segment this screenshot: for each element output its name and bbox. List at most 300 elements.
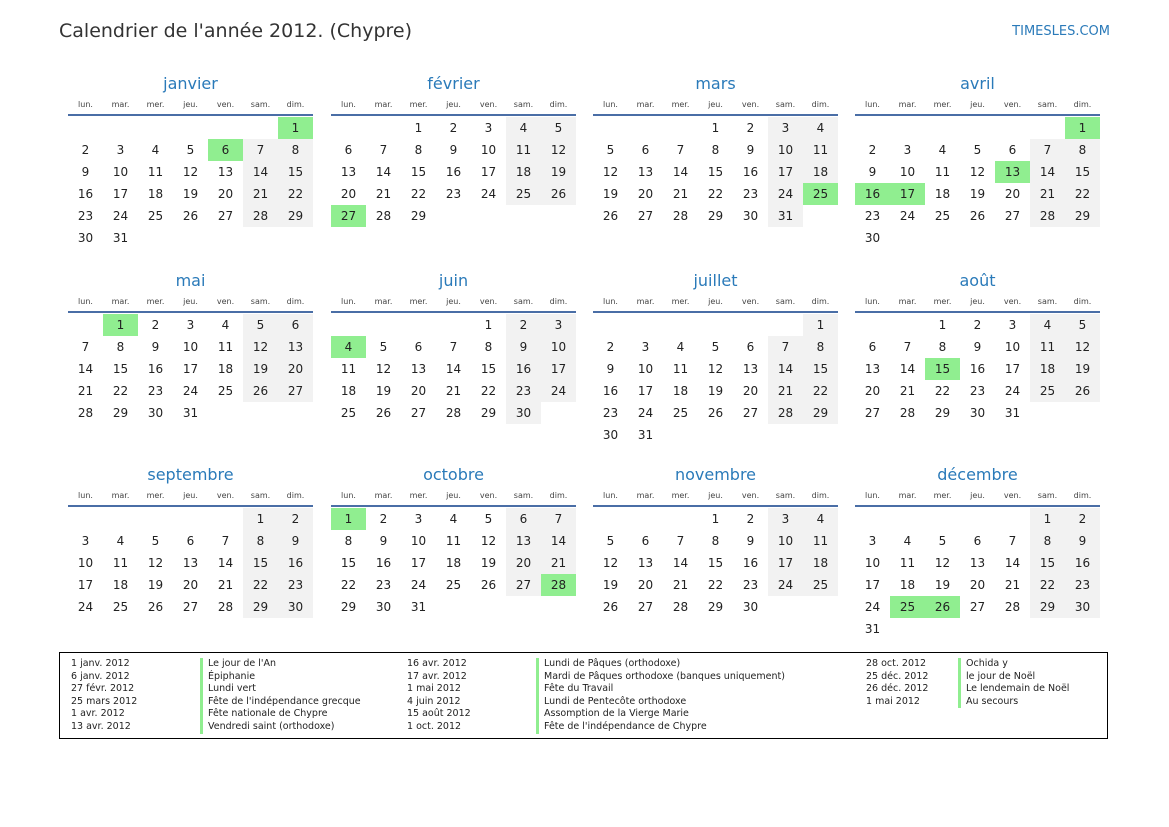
day-cell: 27 bbox=[969, 600, 986, 614]
weekday-label: dim. bbox=[286, 100, 305, 109]
empty-cell bbox=[628, 314, 663, 336]
day-cell: 21 bbox=[1030, 183, 1065, 205]
weekday-label: lun. bbox=[341, 491, 356, 500]
day-cell: 29 bbox=[278, 205, 313, 227]
weekday-label: dim. bbox=[811, 297, 830, 306]
day-cell: 11 bbox=[803, 139, 838, 161]
day-cell: 13 bbox=[410, 362, 427, 376]
day-cell: 20 bbox=[340, 187, 357, 201]
day-cell: 1 bbox=[711, 512, 720, 526]
weekday-label: sam. bbox=[1037, 297, 1058, 306]
day-cell: 29 bbox=[707, 209, 724, 223]
legend-holiday-name: Assomption de la Vierge Marie bbox=[536, 708, 689, 721]
legend-date: 6 janv. 2012 bbox=[71, 670, 130, 682]
empty-cell bbox=[208, 117, 243, 139]
day-cell: 30 bbox=[506, 402, 541, 424]
weekday-label: sam. bbox=[1037, 491, 1058, 500]
holiday-day-cell: 25 bbox=[890, 596, 925, 618]
weekday-header bbox=[68, 294, 313, 310]
day-cell: 18 bbox=[217, 362, 234, 376]
day-cell: 6 bbox=[278, 314, 313, 336]
empty-cell bbox=[208, 508, 243, 530]
day-cell: 20 bbox=[864, 384, 881, 398]
day-cell: 8 bbox=[414, 143, 423, 157]
day-cell: 10 bbox=[182, 340, 199, 354]
day-cell: 18 bbox=[147, 187, 164, 201]
day-cell: 8 bbox=[711, 534, 720, 548]
month-name: mai bbox=[175, 271, 206, 290]
day-cell: 21 bbox=[1004, 578, 1021, 592]
day-cell: 16 bbox=[742, 165, 759, 179]
empty-cell bbox=[331, 117, 366, 139]
day-cell: 18 bbox=[672, 384, 689, 398]
empty-cell bbox=[1030, 117, 1065, 139]
day-cell: 4 bbox=[221, 318, 230, 332]
legend-holiday-name: Lundi vert bbox=[200, 683, 256, 696]
empty-cell bbox=[366, 117, 401, 139]
day-cell: 28 bbox=[375, 209, 392, 223]
month-9 bbox=[68, 464, 313, 618]
day-cell: 30 bbox=[602, 428, 619, 442]
day-cell: 16 bbox=[602, 384, 619, 398]
empty-cell bbox=[68, 117, 103, 139]
legend-entry bbox=[407, 696, 785, 709]
day-cell: 24 bbox=[182, 384, 199, 398]
day-cell: 12 bbox=[182, 165, 199, 179]
weekday-header bbox=[855, 488, 1100, 504]
holiday-day-cell: 27 bbox=[331, 205, 366, 227]
day-cell: 21 bbox=[768, 380, 803, 402]
holiday-day-cell: 1 bbox=[331, 508, 366, 530]
header-divider bbox=[68, 114, 313, 116]
day-cell: 29 bbox=[803, 402, 838, 424]
weekday-label: mer. bbox=[146, 297, 165, 306]
legend-holiday-name: Le jour de l'An bbox=[200, 658, 276, 671]
weekday-label: ven. bbox=[216, 100, 235, 109]
day-cell: 15 bbox=[480, 362, 497, 376]
holiday-day-cell: 15 bbox=[925, 358, 960, 380]
day-cell: 6 bbox=[641, 534, 650, 548]
weekday-label: ven. bbox=[216, 491, 235, 500]
day-cell: 25 bbox=[1030, 380, 1065, 402]
day-cell: 20 bbox=[969, 578, 986, 592]
day-grid bbox=[855, 508, 1100, 640]
legend-entry bbox=[866, 683, 1069, 696]
day-cell: 6 bbox=[641, 143, 650, 157]
day-cell: 9 bbox=[151, 340, 160, 354]
empty-cell bbox=[663, 314, 698, 336]
day-cell: 15 bbox=[707, 556, 724, 570]
day-cell: 14 bbox=[899, 362, 916, 376]
day-cell: 25 bbox=[445, 578, 462, 592]
weekday-label: sam. bbox=[513, 297, 534, 306]
empty-cell bbox=[366, 314, 401, 336]
weekday-label: dim. bbox=[811, 491, 830, 500]
legend-holiday-name: Mardi de Pâques orthodoxe (banques uniquement) bbox=[536, 671, 785, 684]
weekday-header bbox=[855, 294, 1100, 310]
day-cell: 23 bbox=[969, 384, 986, 398]
day-cell: 14 bbox=[1004, 556, 1021, 570]
day-cell: 17 bbox=[410, 556, 427, 570]
day-cell: 10 bbox=[768, 530, 803, 552]
day-cell: 31 bbox=[768, 205, 803, 227]
weekday-label: ven. bbox=[479, 297, 498, 306]
day-cell: 7 bbox=[221, 534, 230, 548]
day-cell: 5 bbox=[243, 314, 278, 336]
weekday-label: jeu. bbox=[183, 491, 198, 500]
weekday-header bbox=[331, 294, 576, 310]
day-cell: 9 bbox=[746, 143, 755, 157]
legend-holiday-name: Lundi de Pentecôte orthodoxe bbox=[536, 696, 686, 709]
day-cell: 19 bbox=[1065, 358, 1100, 380]
weekday-label: sam. bbox=[513, 491, 534, 500]
day-cell: 7 bbox=[676, 534, 685, 548]
day-cell: 5 bbox=[606, 143, 615, 157]
weekday-label: dim. bbox=[286, 297, 305, 306]
legend-holiday-name: Fête nationale de Chypre bbox=[200, 708, 328, 721]
holiday-day-cell: 26 bbox=[925, 596, 960, 618]
day-cell: 3 bbox=[186, 318, 195, 332]
day-cell: 30 bbox=[864, 231, 881, 245]
day-cell: 22 bbox=[707, 578, 724, 592]
day-cell: 30 bbox=[278, 596, 313, 618]
day-cell: 10 bbox=[768, 139, 803, 161]
holiday-day-cell: 17 bbox=[890, 183, 925, 205]
day-cell: 6 bbox=[344, 143, 353, 157]
day-cell: 2 bbox=[278, 508, 313, 530]
day-cell: 2 bbox=[746, 121, 755, 135]
day-cell: 24 bbox=[637, 406, 654, 420]
holiday-day-cell: 16 bbox=[855, 183, 890, 205]
day-cell: 14 bbox=[445, 362, 462, 376]
day-cell: 23 bbox=[1065, 574, 1100, 596]
day-cell: 2 bbox=[1065, 508, 1100, 530]
weekday-label: mer. bbox=[671, 491, 690, 500]
day-cell: 29 bbox=[340, 600, 357, 614]
day-cell: 3 bbox=[81, 534, 90, 548]
day-cell: 12 bbox=[480, 534, 497, 548]
day-cell: 4 bbox=[1030, 314, 1065, 336]
weekday-label: mar. bbox=[111, 491, 130, 500]
day-cell: 26 bbox=[602, 209, 619, 223]
day-grid bbox=[331, 314, 576, 424]
month-name: décembre bbox=[937, 465, 1018, 484]
empty-cell bbox=[663, 117, 698, 139]
day-cell: 28 bbox=[672, 209, 689, 223]
day-cell: 10 bbox=[480, 143, 497, 157]
day-cell: 23 bbox=[77, 209, 94, 223]
day-cell: 17 bbox=[480, 165, 497, 179]
weekday-label: dim. bbox=[549, 491, 568, 500]
month-name: février bbox=[427, 74, 480, 93]
day-cell: 28 bbox=[243, 205, 278, 227]
day-cell: 24 bbox=[1004, 384, 1021, 398]
day-cell: 27 bbox=[410, 406, 427, 420]
day-cell: 25 bbox=[340, 406, 357, 420]
day-cell: 2 bbox=[449, 121, 458, 135]
day-cell: 6 bbox=[506, 508, 541, 530]
day-cell: 11 bbox=[112, 556, 129, 570]
day-cell: 17 bbox=[112, 187, 129, 201]
weekday-label: jeu. bbox=[970, 297, 985, 306]
day-cell: 23 bbox=[375, 578, 392, 592]
legend-entry bbox=[866, 671, 1069, 684]
day-cell: 31 bbox=[637, 428, 654, 442]
day-cell: 26 bbox=[243, 380, 278, 402]
day-cell: 12 bbox=[147, 556, 164, 570]
day-cell: 14 bbox=[1030, 161, 1065, 183]
day-cell: 26 bbox=[182, 209, 199, 223]
legend-column-2 bbox=[407, 658, 785, 734]
weekday-label: mer. bbox=[409, 297, 428, 306]
day-cell: 12 bbox=[375, 362, 392, 376]
day-cell: 12 bbox=[602, 556, 619, 570]
day-cell: 1 bbox=[938, 318, 947, 332]
holiday-day-cell: 1 bbox=[278, 117, 313, 139]
day-grid bbox=[331, 508, 576, 618]
day-cell: 19 bbox=[602, 187, 619, 201]
empty-cell bbox=[173, 117, 208, 139]
weekday-label: sam. bbox=[250, 491, 271, 500]
day-cell: 18 bbox=[803, 552, 838, 574]
header-divider bbox=[331, 114, 576, 116]
weekday-label: lun. bbox=[603, 100, 618, 109]
empty-cell bbox=[401, 314, 436, 336]
day-cell: 20 bbox=[182, 578, 199, 592]
day-cell: 5 bbox=[606, 534, 615, 548]
header-divider bbox=[593, 311, 838, 313]
day-cell: 29 bbox=[1030, 596, 1065, 618]
day-cell: 31 bbox=[864, 622, 881, 636]
empty-cell bbox=[68, 508, 103, 530]
weekday-label: ven. bbox=[1003, 100, 1022, 109]
weekday-header bbox=[68, 488, 313, 504]
day-cell: 3 bbox=[868, 534, 877, 548]
day-cell: 27 bbox=[506, 574, 541, 596]
weekday-label: mar. bbox=[374, 100, 393, 109]
weekday-label: mar. bbox=[374, 297, 393, 306]
legend-date: 27 févr. 2012 bbox=[71, 683, 135, 695]
month-name: septembre bbox=[147, 465, 234, 484]
legend-date: 25 mars 2012 bbox=[71, 695, 138, 707]
day-cell: 14 bbox=[672, 165, 689, 179]
day-cell: 11 bbox=[899, 556, 916, 570]
weekday-label: mer. bbox=[409, 100, 428, 109]
day-cell: 5 bbox=[151, 534, 160, 548]
day-cell: 20 bbox=[410, 384, 427, 398]
day-cell: 5 bbox=[938, 534, 947, 548]
day-cell: 22 bbox=[1065, 183, 1100, 205]
day-cell: 13 bbox=[340, 165, 357, 179]
header-divider bbox=[855, 311, 1100, 313]
day-cell: 22 bbox=[340, 578, 357, 592]
day-cell: 24 bbox=[864, 600, 881, 614]
legend-date: 13 avr. 2012 bbox=[71, 720, 131, 732]
day-cell: 12 bbox=[707, 362, 724, 376]
day-cell: 10 bbox=[1004, 340, 1021, 354]
holiday-day-cell: 6 bbox=[208, 139, 243, 161]
day-cell: 18 bbox=[899, 578, 916, 592]
day-cell: 5 bbox=[711, 340, 720, 354]
holiday-day-cell: 4 bbox=[331, 336, 366, 358]
weekday-label: sam. bbox=[250, 297, 271, 306]
day-cell: 14 bbox=[77, 362, 94, 376]
weekday-label: sam. bbox=[1037, 100, 1058, 109]
day-cell: 27 bbox=[637, 209, 654, 223]
day-cell: 25 bbox=[147, 209, 164, 223]
month-name: juillet bbox=[693, 271, 738, 290]
empty-cell bbox=[995, 117, 1030, 139]
day-cell: 25 bbox=[934, 209, 951, 223]
legend-entry bbox=[407, 671, 785, 684]
weekday-label: mar. bbox=[898, 491, 917, 500]
empty-cell bbox=[925, 117, 960, 139]
day-cell: 9 bbox=[449, 143, 458, 157]
legend-holiday-name: Vendredi saint (orthodoxe) bbox=[200, 721, 334, 734]
weekday-label: mer. bbox=[933, 491, 952, 500]
day-cell: 4 bbox=[938, 143, 947, 157]
day-cell: 3 bbox=[484, 121, 493, 135]
day-cell: 2 bbox=[606, 340, 615, 354]
weekday-header bbox=[855, 97, 1100, 113]
legend-entry bbox=[71, 708, 361, 721]
day-cell: 30 bbox=[147, 406, 164, 420]
legend-entry bbox=[407, 721, 785, 734]
day-cell: 27 bbox=[217, 209, 234, 223]
day-cell: 5 bbox=[541, 117, 576, 139]
empty-cell bbox=[243, 117, 278, 139]
day-cell: 17 bbox=[541, 358, 576, 380]
weekday-label: sam. bbox=[513, 100, 534, 109]
day-cell: 14 bbox=[672, 556, 689, 570]
day-cell: 18 bbox=[340, 384, 357, 398]
day-grid bbox=[68, 508, 313, 618]
weekday-label: sam. bbox=[775, 100, 796, 109]
day-cell: 12 bbox=[541, 139, 576, 161]
day-cell: 20 bbox=[278, 358, 313, 380]
day-cell: 13 bbox=[217, 165, 234, 179]
empty-cell bbox=[960, 117, 995, 139]
day-grid bbox=[593, 314, 838, 446]
weekday-label: jeu. bbox=[183, 297, 198, 306]
weekday-label: ven. bbox=[741, 100, 760, 109]
day-cell: 26 bbox=[1065, 380, 1100, 402]
day-cell: 24 bbox=[768, 574, 803, 596]
day-cell: 10 bbox=[77, 556, 94, 570]
day-cell: 7 bbox=[541, 508, 576, 530]
day-cell: 9 bbox=[278, 530, 313, 552]
empty-cell bbox=[855, 117, 890, 139]
day-cell: 11 bbox=[672, 362, 689, 376]
day-cell: 26 bbox=[480, 578, 497, 592]
legend-holiday-name: Fête de l'indépendance grecque bbox=[200, 696, 361, 709]
weekday-label: ven. bbox=[1003, 297, 1022, 306]
day-cell: 10 bbox=[899, 165, 916, 179]
weekday-header bbox=[331, 488, 576, 504]
empty-cell bbox=[436, 314, 471, 336]
day-cell: 28 bbox=[1030, 205, 1065, 227]
day-cell: 15 bbox=[1030, 552, 1065, 574]
day-cell: 10 bbox=[410, 534, 427, 548]
day-cell: 31 bbox=[1004, 406, 1021, 420]
holiday-day-cell: 28 bbox=[541, 574, 576, 596]
day-cell: 15 bbox=[243, 552, 278, 574]
day-cell: 19 bbox=[969, 187, 986, 201]
day-cell: 17 bbox=[637, 384, 654, 398]
day-cell: 21 bbox=[243, 183, 278, 205]
day-cell: 22 bbox=[112, 384, 129, 398]
weekday-label: lun. bbox=[603, 297, 618, 306]
day-cell: 10 bbox=[112, 165, 129, 179]
empty-cell bbox=[138, 508, 173, 530]
legend-entry bbox=[407, 658, 785, 671]
day-cell: 26 bbox=[375, 406, 392, 420]
legend-date: 1 avr. 2012 bbox=[71, 708, 125, 720]
empty-cell bbox=[925, 508, 960, 530]
legend-date: 1 oct. 2012 bbox=[407, 720, 462, 732]
legend-entry bbox=[71, 671, 361, 684]
day-cell: 27 bbox=[864, 406, 881, 420]
day-cell: 9 bbox=[81, 165, 90, 179]
day-cell: 18 bbox=[445, 556, 462, 570]
day-cell: 3 bbox=[116, 143, 125, 157]
day-cell: 14 bbox=[768, 358, 803, 380]
day-cell: 15 bbox=[803, 358, 838, 380]
day-cell: 24 bbox=[410, 578, 427, 592]
day-cell: 28 bbox=[768, 402, 803, 424]
header-divider bbox=[593, 505, 838, 507]
day-cell: 3 bbox=[414, 512, 423, 526]
day-cell: 13 bbox=[506, 530, 541, 552]
month-10 bbox=[331, 464, 576, 618]
brand-link[interactable]: TIMESLES.COM bbox=[1012, 24, 1110, 39]
weekday-label: sam. bbox=[250, 100, 271, 109]
day-cell: 6 bbox=[414, 340, 423, 354]
legend-holiday-name: le jour de Noël bbox=[958, 671, 1035, 684]
weekday-label: ven. bbox=[479, 100, 498, 109]
empty-cell bbox=[628, 117, 663, 139]
empty-cell bbox=[733, 314, 768, 336]
day-cell: 21 bbox=[217, 578, 234, 592]
day-cell: 1 bbox=[414, 121, 423, 135]
day-cell: 29 bbox=[707, 600, 724, 614]
day-cell: 3 bbox=[768, 508, 803, 530]
day-cell: 19 bbox=[541, 161, 576, 183]
day-cell: 9 bbox=[1065, 530, 1100, 552]
day-cell: 8 bbox=[711, 143, 720, 157]
day-cell: 23 bbox=[147, 384, 164, 398]
day-cell: 22 bbox=[278, 183, 313, 205]
legend-date: 1 mai 2012 bbox=[866, 695, 920, 707]
day-cell: 23 bbox=[742, 578, 759, 592]
weekday-label: mar. bbox=[111, 100, 130, 109]
day-cell: 3 bbox=[541, 314, 576, 336]
day-cell: 22 bbox=[410, 187, 427, 201]
day-cell: 21 bbox=[672, 187, 689, 201]
holiday-day-cell: 1 bbox=[1065, 117, 1100, 139]
day-cell: 18 bbox=[934, 187, 951, 201]
day-cell: 16 bbox=[77, 187, 94, 201]
empty-cell bbox=[890, 508, 925, 530]
weekday-label: mar. bbox=[374, 491, 393, 500]
day-cell: 30 bbox=[77, 231, 94, 245]
legend-entry bbox=[866, 696, 1069, 709]
weekday-label: lun. bbox=[341, 100, 356, 109]
day-cell: 4 bbox=[116, 534, 125, 548]
legend-date: 1 mai 2012 bbox=[407, 683, 461, 695]
day-grid bbox=[593, 508, 838, 618]
weekday-label: dim. bbox=[549, 297, 568, 306]
